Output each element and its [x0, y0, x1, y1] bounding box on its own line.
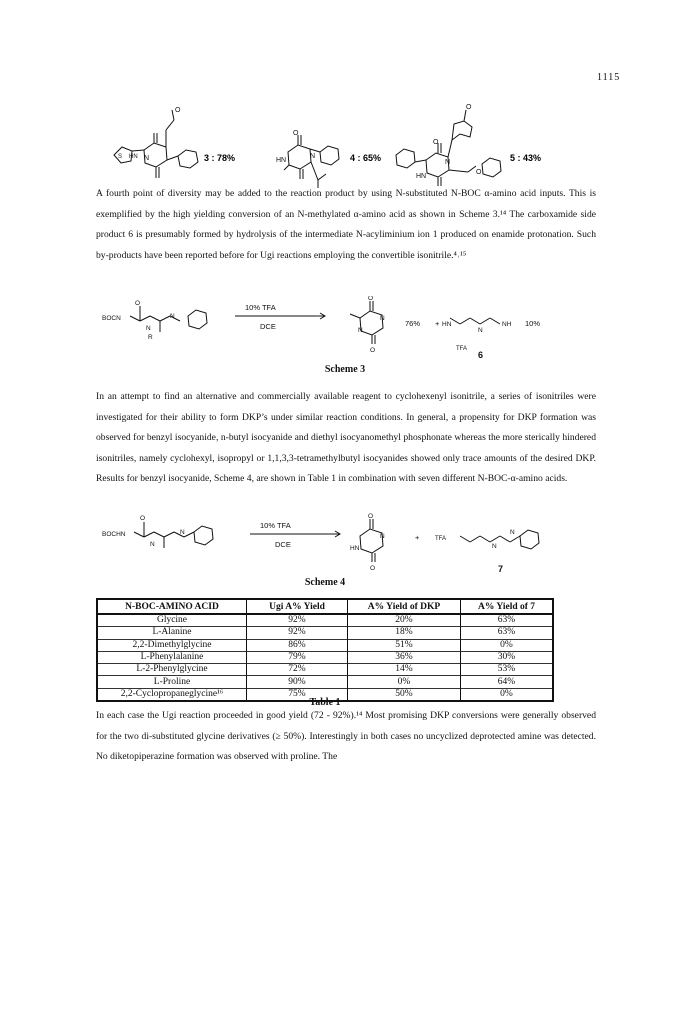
table-row [97, 639, 553, 651]
scheme-3-plus: + [435, 319, 440, 328]
scheme-3-reagent-bottom: DCE [260, 322, 276, 331]
cell-yield-7: 53% [461, 664, 554, 676]
svg-text:N: N [380, 315, 385, 322]
cell-amino-acid: Glycine [97, 614, 247, 627]
cell-ugi-yield: 72% [247, 664, 348, 676]
svg-text:N: N [180, 529, 185, 536]
svg-text:O: O [135, 300, 141, 307]
cell-amino-acid: L-Phenylalanine [97, 651, 247, 663]
svg-text:HN: HN [416, 173, 427, 180]
svg-text:N: N [380, 533, 385, 540]
table-row [97, 651, 553, 663]
table-header-row [97, 599, 553, 614]
cell-ugi-yield: 92% [247, 627, 348, 639]
svg-text:N: N [150, 541, 155, 548]
table-1 [96, 598, 554, 702]
paragraph-2: In an attempt to find an alternative and commercially available reagent to cyclohexenyl isonitrile, a series of isonitriles were investigated for their ability to form DKP’s under similar reaction conditions. In general, a propensity for DKP formation was observed for benzyl isocyanide, n-butyl isocyanide and diethyl isocyanomethyl phosphonate whereas the more sterically hindered isonitriles, namely cyclohexyl, isopropyl or 1,1,3,3-tetramethylbutyl isocyanides showed only trace amounts of the desired DKP. Results for benzyl isocyanide, Scheme 4, are shown in Table 1 in combination with seven different N-BOC-α-amino acids. [96, 391, 596, 484]
scheme-3-product-yield: 76% [405, 319, 421, 328]
svg-text:HN: HN [276, 157, 287, 164]
cell-dkp-yield: 18% [348, 627, 461, 639]
svg-text:N: N [492, 543, 497, 550]
scheme-3-tfa: TFA [456, 346, 468, 352]
svg-text:R: R [148, 334, 153, 341]
col-header-dkp-yield: A% Yield of DKP [348, 599, 461, 614]
svg-text:O: O [466, 104, 472, 111]
svg-text:TFA: TFA [435, 536, 447, 542]
svg-text:S: S [118, 154, 123, 160]
svg-text:O: O [370, 347, 376, 354]
cell-yield-7: 0% [461, 688, 554, 701]
scheme-4-figure [100, 506, 580, 578]
svg-text:O: O [368, 513, 374, 520]
svg-text:NH: NH [502, 321, 512, 328]
cell-yield-7: 0% [461, 639, 554, 651]
svg-text:N: N [170, 313, 175, 320]
svg-text:N: N [144, 155, 150, 162]
svg-text:N: N [310, 153, 316, 160]
svg-text:HN: HN [129, 154, 138, 160]
svg-text:O: O [175, 107, 181, 114]
svg-text:O: O [140, 515, 146, 522]
cell-amino-acid: L-Alanine [97, 627, 247, 639]
cell-ugi-yield: 86% [247, 639, 348, 651]
scheme-3-figure [100, 296, 590, 364]
cell-dkp-yield: 0% [348, 676, 461, 688]
svg-text:O: O [476, 169, 482, 176]
scheme-4-plus: + [415, 533, 420, 542]
svg-text:O: O [293, 130, 299, 137]
cell-amino-acid: L-Proline [97, 676, 247, 688]
cell-dkp-yield: 20% [348, 614, 461, 627]
svg-text:HN: HN [442, 321, 452, 328]
scheme-3-side-label: 6 [478, 350, 484, 360]
cell-yield-7: 64% [461, 676, 554, 688]
top-structures-figure [96, 100, 566, 190]
structure-3-label: 3 : 78% [204, 153, 236, 163]
col-header-yield-7: A% Yield of 7 [461, 599, 554, 614]
svg-text:BOCN: BOCN [102, 315, 121, 322]
scheme-3-caption: Scheme 3 [324, 364, 366, 375]
cell-dkp-yield: 51% [348, 639, 461, 651]
structure-4-label: 4 : 65% [350, 153, 382, 163]
cell-ugi-yield: 75% [247, 688, 348, 701]
cell-amino-acid: L-2-Phenylglycine [97, 664, 247, 676]
cell-amino-acid: 2,2-Dimethylglycine [97, 639, 247, 651]
cell-ugi-yield: 92% [247, 614, 348, 627]
svg-text:N: N [510, 529, 515, 536]
paragraph-3: In each case the Ugi reaction proceeded in good yield (72 - 92%).¹⁴ Most promising DKP conversions were generally observed for the two di-substituted glycine derivatives (≥ 50%). Interestingly in both cases no uncyclized deprotected amine was detected. No diketopiperazine formation was observed with proline. The [96, 710, 596, 762]
col-header-ugi-yield: Ugi A% Yield [247, 599, 348, 614]
table-row [97, 614, 553, 627]
cell-yield-7: 63% [461, 627, 554, 639]
paragraph-1: A fourth point of diversity may be added to the reaction product by using N-substituted N-BOC α-amino acid inputs. This is exemplified by the high yielding conversion of an N-methylated α-amino acid as shown in Scheme 3.¹⁴ The carboxamide side product 6 is presumably formed by hydrolysis of the intermediate N-acyliminium ion 1 produced on enamide protonation. Such by-products have been reported before for Ugi reactions employing the convertible isonitrile.⁴˒¹⁵ [96, 188, 596, 261]
svg-text:HN: HN [350, 545, 360, 552]
scheme-4-side-label: 7 [498, 564, 504, 574]
table-row [97, 627, 553, 639]
svg-text:O: O [370, 565, 376, 572]
svg-text:O: O [368, 296, 374, 302]
cell-dkp-yield: 50% [348, 688, 461, 701]
cell-amino-acid: 2,2-Cyclopropaneglycine¹⁶ [97, 688, 247, 701]
scheme-4-caption: Scheme 4 [304, 577, 346, 588]
scheme-3-side-yield: 10% [525, 319, 541, 328]
svg-text:N: N [478, 327, 483, 334]
cell-dkp-yield: 14% [348, 664, 461, 676]
structure-4 [284, 135, 339, 188]
page-number: 1115 [597, 72, 621, 83]
col-header-amino-acid: N-BOC-AMINO ACID [97, 599, 247, 614]
scheme-3-reagent-top: 10% TFA [245, 303, 276, 312]
svg-text:N: N [146, 325, 151, 332]
table-row [97, 676, 553, 688]
cell-ugi-yield: 79% [247, 651, 348, 663]
table-row [97, 664, 553, 676]
svg-text:O: O [433, 139, 439, 146]
scheme-4-reagent-bottom: DCE [275, 540, 291, 549]
table-1-caption: Table 1 [309, 697, 341, 708]
cell-dkp-yield: 36% [348, 651, 461, 663]
cell-ugi-yield: 90% [247, 676, 348, 688]
structure-3 [114, 110, 198, 178]
svg-text:BOCHN: BOCHN [102, 531, 126, 538]
cell-yield-7: 63% [461, 614, 554, 627]
svg-text:N: N [445, 159, 451, 166]
svg-text:N: N [358, 327, 363, 334]
cell-yield-7: 30% [461, 651, 554, 663]
scheme-4-reagent-top: 10% TFA [260, 521, 291, 530]
structure-5-label: 5 : 43% [510, 153, 542, 163]
structure-5 [396, 110, 501, 186]
